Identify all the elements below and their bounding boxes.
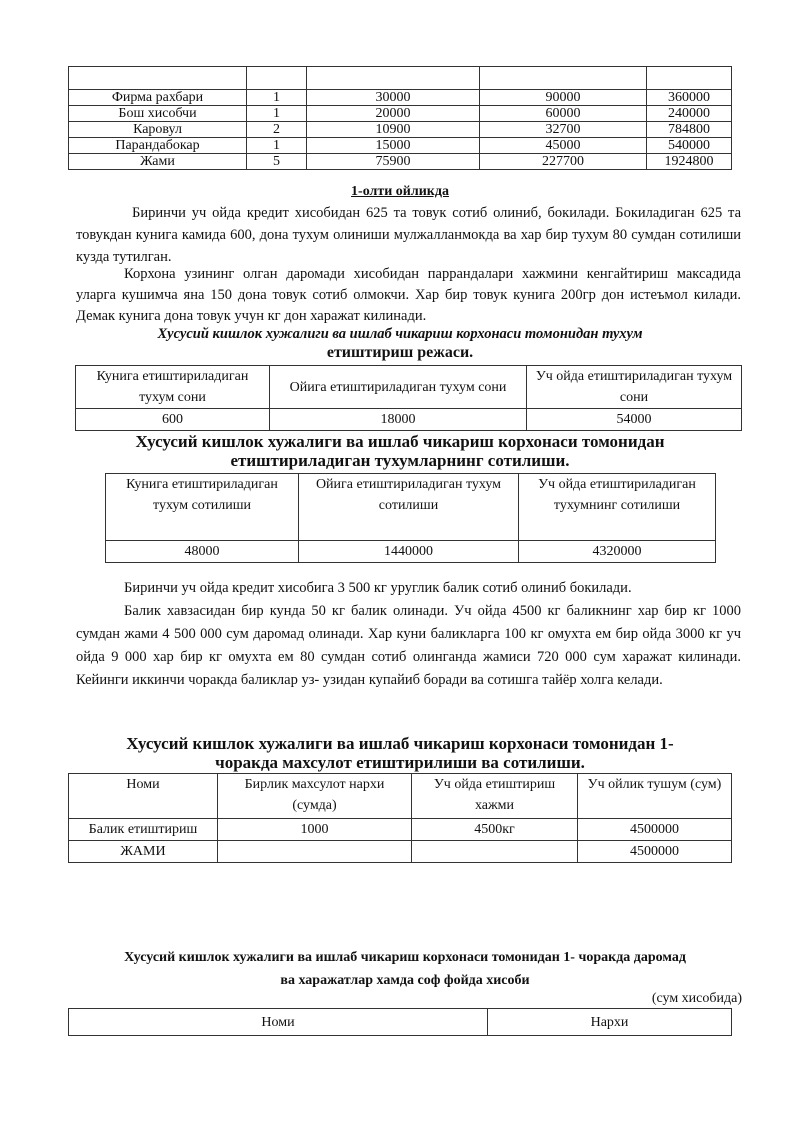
table-cell — [480, 67, 647, 90]
table-cell: 540000 — [647, 138, 732, 154]
table-header: Уч ойлик тушум (сум) — [578, 774, 732, 819]
table-header: Нархи — [488, 1009, 732, 1036]
table-cell: 600 — [76, 409, 270, 431]
table-row — [69, 67, 732, 90]
table-cell: 10900 — [307, 122, 480, 138]
table-header: Уч ойда етиштириладиган тухумнинг сотилиши — [519, 474, 716, 541]
unit-note: (сум хисобида) — [651, 991, 742, 1006]
table-title: Хусусий кишлок хужалиги ва ишлаб чикариш корхонаси томонидан тухум — [157, 326, 643, 342]
table-header: Кунига етиштириладиган тухум сони — [76, 366, 270, 409]
table-cell: 54000 — [527, 409, 742, 431]
table-header: Кунига етиштириладиган тухум сотилиши — [106, 474, 299, 541]
table-row — [69, 90, 732, 106]
table-cell: 4500000 — [578, 841, 732, 863]
table-cell: 5 — [247, 154, 307, 170]
table-row — [69, 154, 732, 170]
table-cell — [647, 67, 732, 90]
table-header: Номи — [69, 1009, 488, 1036]
table-row — [69, 122, 732, 138]
table-title: етиштириш режаси. — [326, 344, 474, 361]
table-cell: 784800 — [647, 122, 732, 138]
table-cell: 1 — [247, 90, 307, 106]
table-cell: 360000 — [647, 90, 732, 106]
table-cell: 4500кг — [412, 819, 578, 841]
egg-production-table — [75, 365, 742, 431]
table-row — [76, 409, 742, 431]
table-title: Хусусий кишлок хужалиги ва ишлаб чикариш корхонаси томонидан — [135, 432, 665, 451]
table-row — [69, 819, 732, 841]
table-cell: 227700 — [480, 154, 647, 170]
table-cell: 32700 — [480, 122, 647, 138]
table-row — [69, 841, 732, 863]
table-header: Уч ойда етиштириладиган тухум сони — [527, 366, 742, 409]
table-cell: 1 — [247, 138, 307, 154]
table-cell: Жами — [69, 154, 247, 170]
table-cell: 1924800 — [647, 154, 732, 170]
staff-table — [68, 66, 732, 170]
profit-table — [68, 1008, 732, 1036]
table-row — [76, 366, 742, 409]
table-header: Уч ойда етиштириш хажми — [412, 774, 578, 819]
table-title: Хусусий кишлок хужалиги ва ишлаб чикариш корхонаси томонидан 1- чоракда даромад — [124, 950, 686, 965]
table-cell — [69, 67, 247, 90]
table-header: Номи — [69, 774, 218, 819]
table-cell — [412, 841, 578, 863]
egg-sales-table — [105, 473, 716, 563]
table-cell: 20000 — [307, 106, 480, 122]
table-cell: 60000 — [480, 106, 647, 122]
table-cell: Балик етиштириш — [69, 819, 218, 841]
table-cell: 48000 — [106, 541, 299, 563]
table-cell: Фирма рахбари — [69, 90, 247, 106]
table-cell: 4500000 — [578, 819, 732, 841]
table-cell: 1 — [247, 106, 307, 122]
table-header: Ойига етиштириладиган тухум сони — [270, 366, 527, 409]
table-cell: 4320000 — [519, 541, 716, 563]
table-cell: Парандабокар — [69, 138, 247, 154]
table-cell: 30000 — [307, 90, 480, 106]
table-cell: Каровул — [69, 122, 247, 138]
section-heading: 1-олти ойликда — [351, 184, 449, 199]
table-cell: 15000 — [307, 138, 480, 154]
table-row — [69, 138, 732, 154]
table-row — [106, 541, 716, 563]
table-header: Бирлик махсулот нархи (сумда) — [218, 774, 412, 819]
table-row — [106, 474, 716, 541]
table-cell: 1000 — [218, 819, 412, 841]
paragraph: Биринчи уч ойда кредит хисобига 3 500 кг уруглик балик сотиб олиниб бокилади. — [124, 580, 632, 596]
table-header: Ойига етиштириладиган тухум сотилиши — [299, 474, 519, 541]
paragraph: Балик хавзасидан бир кунда 50 кг балик олинади. Уч ойда 4500 кг баликнинг хар бир кг 1000 сумдан жами 4 500 000 сум даромад олинади. Хар куни баликларга 100 кг омухта ем бир ойда 3000 кг уч ойда 9 000 хар бир кг омухта ем 80 сумдан сотиб олинганда жамиси 720 000 сум харажат килинади. Кейинги иккинчи чоракда баликлар уз- узидан купайиб боради ва сотишга тайёр холга келади. — [76, 603, 741, 688]
table-row — [69, 1009, 732, 1036]
table-cell: 18000 — [270, 409, 527, 431]
table-cell: ЖАМИ — [69, 841, 218, 863]
table-row — [69, 774, 732, 819]
table-cell — [307, 67, 480, 90]
paragraph: Корхона узининг олган даромади хисобидан паррандалари хажмини кенгайтириш максадида уларга кушимча яна 150 дона товук сотиб олмокчи. Хар бир товук кунига 200гр дон истеъмол килади. Демак кунига дона товук учун кг дон харажат килинади. — [76, 266, 741, 324]
table-cell: 240000 — [647, 106, 732, 122]
table-cell — [218, 841, 412, 863]
table-cell: 90000 — [480, 90, 647, 106]
fish-production-table — [68, 773, 732, 863]
table-cell: 45000 — [480, 138, 647, 154]
table-row — [69, 106, 732, 122]
table-title: етиштириладиган тухумларнинг сотилиши. — [230, 451, 570, 470]
table-cell: 75900 — [307, 154, 480, 170]
table-title: чоракда махсулот етиштирилиши ва сотилиши. — [215, 753, 585, 772]
table-cell — [247, 67, 307, 90]
table-cell: 2 — [247, 122, 307, 138]
table-title: ва харажатлар хамда соф фойда хисоби — [280, 973, 530, 988]
paragraph: Биринчи уч ойда кредит хисобидан 625 та товук сотиб олиниб, бокилади. Бокиладиган 625 та товукдан кунига камида 600, дона тухум олиниши мулжалланмокда ва хар бир тухум 80 сумдан сотилиши кузда тутилган. — [76, 205, 741, 265]
table-title: Хусусий кишлок хужалиги ва ишлаб чикариш корхонаси томонидан 1- — [126, 734, 674, 753]
table-cell: 1440000 — [299, 541, 519, 563]
table-cell: Бош хисобчи — [69, 106, 247, 122]
